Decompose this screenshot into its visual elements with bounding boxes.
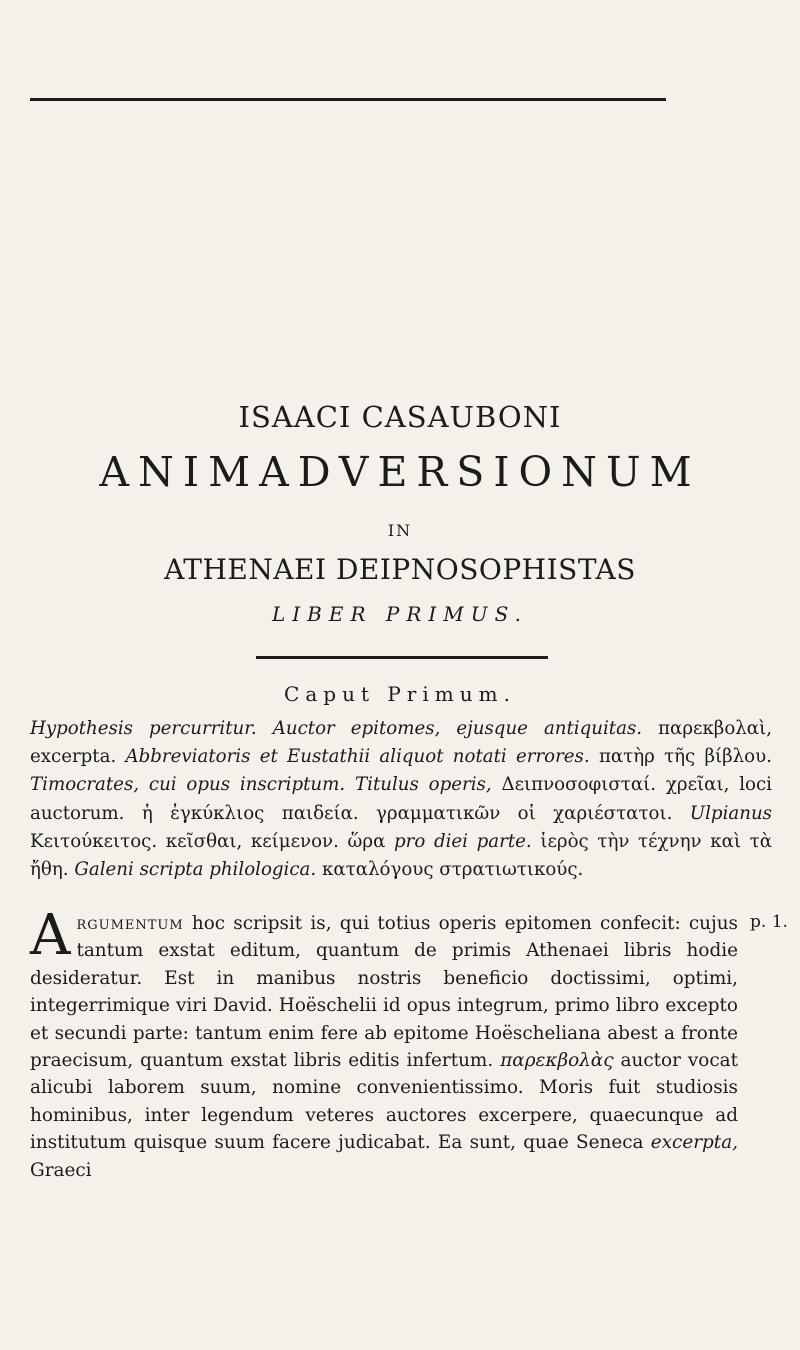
summary-greek: Κειτούκειτος. κεῖσθαι, κείμενον. ὥρα: [30, 830, 386, 852]
title-divider: [256, 656, 548, 659]
greek-term: παρεκβολὰς: [500, 1050, 614, 1072]
summary-part: Hypothesis percurritur. Auctor epitomes, ejusque antiquitas.: [30, 718, 643, 739]
body-paragraph: [30, 903, 738, 1184]
summary-part: Timocrates, cui opus inscriptum. Titulus operis,: [30, 774, 492, 796]
body-text-part: auctor vocat alicubi laborem suum, nomine convenientissimo. Moris fuit studiosis hominibus, inter legendum veteres auctores excerpere, quaecunque ad institutum quisque suum facere judicabat. Ea sunt, quae Seneca: [30, 1050, 738, 1154]
summary-greek: ἡ ἐγκύκλιος παιδεία. γραμματικῶν οἱ χαριέστατοι.: [141, 802, 673, 824]
summary-part: Galeni scripta philologica.: [74, 859, 317, 881]
italic-term: excerpta,: [650, 1132, 738, 1154]
body-text-part: hoc scripsit is, qui totius operis epitomen confecit: cujus tantum exstat editum, quantum de primis Athenaei libris hodie desideratur. Est in manibus nostris beneficio doctissimi, optimi, integerrimique viri David. Hoëschelii id opus integrum, primo libro excepto et secundi parte: tantum enim fere ab epitome Hoëscheliana abest a fronte praecisum, quantum exstat libris editis infertum.: [30, 913, 738, 1072]
summary-part: excerpta.: [30, 746, 117, 768]
summary-greek: Δειπνοσοφισταί.: [501, 774, 657, 796]
chapter-summary: [30, 715, 772, 884]
summary-greek: πατὴρ τῆς βίβλου.: [598, 746, 772, 768]
summary-greek: ἱερὸς τὴν τέχνην καὶ τὰ ἤθη.: [30, 830, 772, 881]
book-number: LIBER PRIMUS.: [272, 602, 528, 626]
work-subject: ATHENAEI DEIPNOSOPHISTAS: [164, 553, 636, 586]
work-title: ANIMADVERSIONUM: [99, 448, 701, 496]
drop-cap: A: [30, 903, 71, 968]
page-reference: p. 1.: [750, 912, 788, 932]
summary-greek: παρεκβολαὶ,: [658, 718, 772, 739]
summary-greek: χρεῖαι,: [665, 774, 730, 796]
top-rule: [30, 98, 666, 101]
summary-part: pro diei parte.: [394, 830, 532, 852]
chapter-heading: Caput Primum.: [284, 682, 516, 706]
author-name: ISAACI CASAUBONI: [238, 400, 562, 434]
lead-word: rgumentum: [76, 913, 184, 934]
summary-part: Abbreviatoris et Eustathii aliquot notati errores.: [125, 746, 590, 768]
summary-part: Ulpianus: [689, 802, 772, 824]
summary-greek: καταλόγους στρατιωτικούς.: [321, 859, 584, 881]
summary-part: loci auctorum.: [30, 774, 772, 824]
body-text-part: Graeci: [30, 1159, 92, 1181]
title-preposition: IN: [387, 521, 413, 540]
